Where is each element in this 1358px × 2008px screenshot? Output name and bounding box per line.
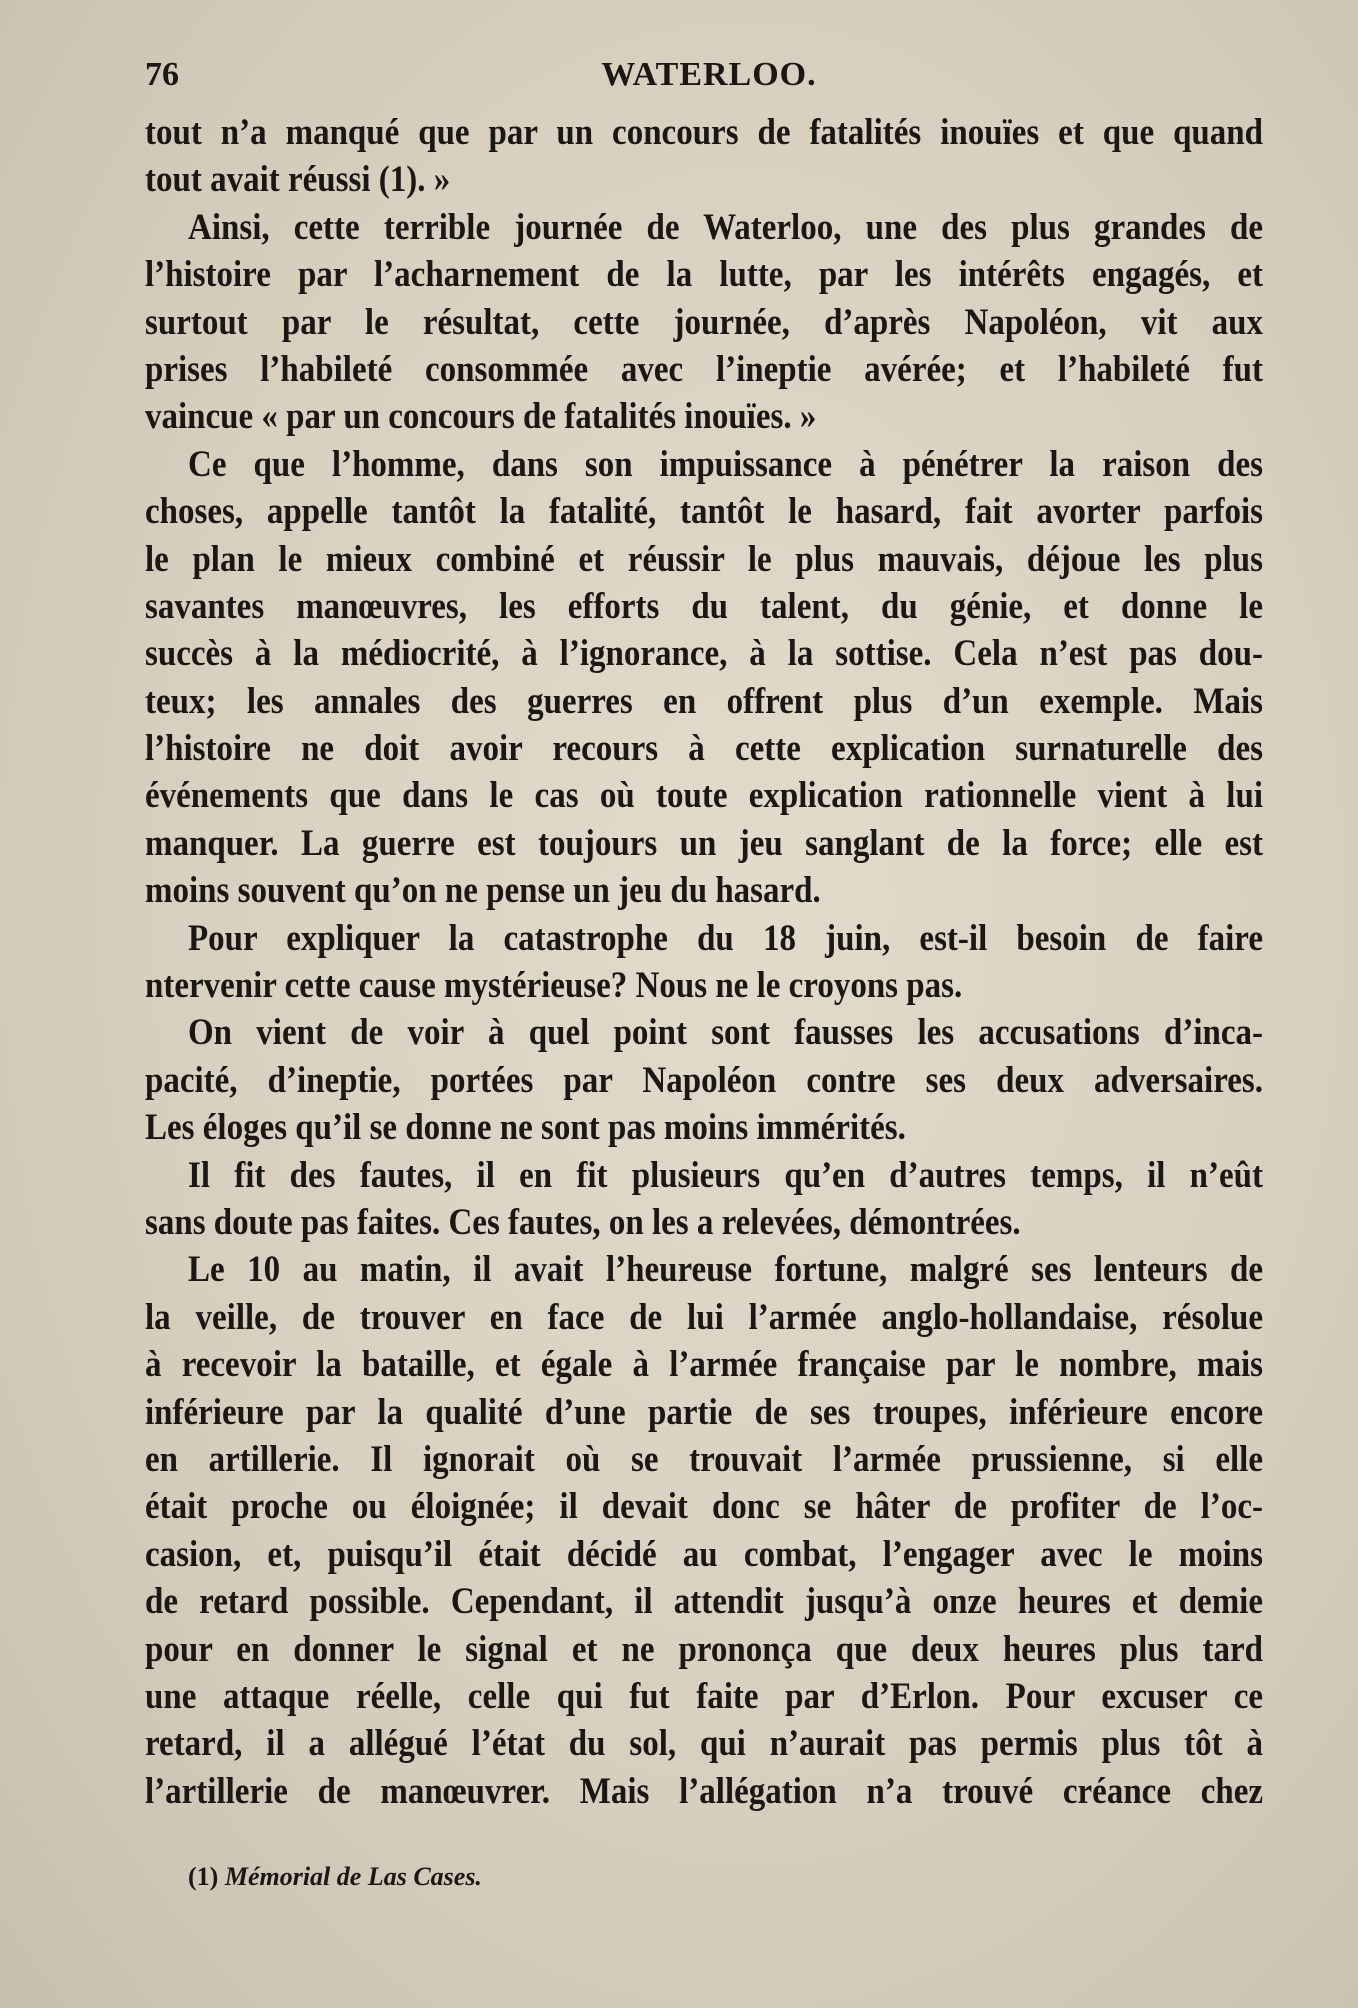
page-number: 76 [145,56,179,93]
text-line: retard, il a allégué l’état du sol, qui n’aurait pas permis plus tôt à [145,1724,1263,1765]
text-line: était proche ou éloignée; il devait donc se hâter de profiter de l’oc- [145,1487,1263,1528]
text-line: moins souvent qu’on ne pense un jeu du hasard. [145,871,821,912]
body-text [145,110,1263,1816]
text-line: teux; les annales des guerres en offrent plus d’un exemple. Mais [145,681,1263,722]
running-title: WATERLOO. [601,56,817,93]
text-line: Pour expliquer la catastrophe du 18 juin, est-il besoin de faire [188,918,1263,959]
text-line: pacité, d’ineptie, portées par Napoléon contre ses deux adversaires. [145,1060,1263,1101]
text-line: savantes manœuvres, les efforts du talent, du génie, et donne le [145,586,1263,627]
footnote [188,1862,482,1892]
text-line: choses, appelle tantôt la fatalité, tantôt le hasard, fait avorter parfois [145,491,1263,533]
text-line: vaincue « par un concours de fatalités inouïes. » [145,397,817,438]
text-line: On vient de voir à quel point sont fausses les accusations d’inca- [188,1013,1263,1054]
text-line: en artillerie. Il ignorait où se trouvait l’armée prussienne, si elle [145,1439,1263,1481]
footnote-marker: (1) [188,1862,219,1891]
text-line: Ce que l’homme, dans son impuissance à pénétrer la raison des [188,444,1263,485]
text-line: l’histoire ne doit avoir recours à cette explication surnaturelle des [145,728,1263,770]
text-line: prises l’habileté consommée avec l’ineptie avérée; et l’habileté fut [145,349,1263,391]
text-line: ntervenir cette cause mystérieuse? Nous ne le croyons pas. [145,965,963,1007]
text-line: Il fit des fautes, il en fit plusieurs qu’en d’autres temps, il n’eût [188,1155,1263,1196]
text-line: Ainsi, cette terrible journée de Waterloo, une des plus grandes de [188,207,1263,248]
text-line: inférieure par la qualité d’une partie de ses troupes, inférieure encore [145,1392,1263,1433]
text-line: le plan le mieux combiné et réussir le plus mauvais, déjoue les plus [145,539,1263,580]
text-line: événements que dans le cas où toute explication rationnelle vient à lui [145,776,1263,817]
text-line: de retard possible. Cependant, il attendit jusqu’à onze heures et demie [145,1581,1263,1623]
text-line: manquer. La guerre est toujours un jeu sanglant de la force; elle est [145,823,1263,864]
text-line: l’artillerie de manœuvrer. Mais l’allégation n’a trouvé créance chez [145,1771,1263,1812]
text-line: Le 10 au matin, il avait l’heureuse fortune, malgré ses lenteurs de [188,1250,1263,1291]
text-line: casion, et, puisqu’il était décidé au combat, l’engager avec le moins [145,1534,1263,1575]
text-line: une attaque réelle, celle qui fut faite par d’Erlon. Pour excuser ce [145,1676,1263,1717]
text-line: Les éloges qu’il se donne ne sont pas moins immérités. [145,1107,906,1149]
text-line: surtout par le résultat, cette journée, d’après Napoléon, vit aux [145,302,1263,343]
text-line: la veille, de trouver en face de lui l’armée anglo-hollandaise, résolue [145,1297,1263,1338]
text-line: l’histoire par l’acharnement de la lutte, par les intérêts engagés, et [145,254,1263,296]
footnote-text: Mémorial de Las Cases. [224,1862,482,1891]
text-line: pour en donner le signal et ne prononça que deux heures plus tard [145,1629,1263,1670]
text-line: à recevoir la bataille, et égale à l’armée française par le nombre, mais [145,1344,1263,1386]
text-line: succès à la médiocrité, à l’ignorance, à la sottise. Cela n’est pas dou- [145,634,1263,675]
text-line: sans doute pas faites. Ces fautes, on les a relevées, démontrées. [145,1202,1021,1244]
text-line: tout n’a manqué que par un concours de fatalités inouïes et que quand [145,112,1263,154]
text-line: tout avait réussi (1). » [145,160,451,201]
